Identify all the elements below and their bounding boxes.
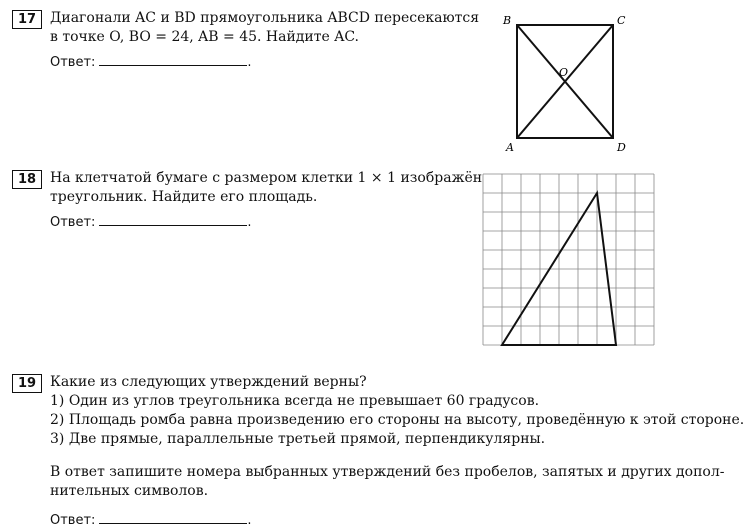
answer-blank[interactable] — [99, 213, 247, 226]
answer-label: Ответ: — [50, 513, 96, 528]
vertex-label-c: C — [617, 14, 626, 27]
answer-row: Ответ: . — [50, 215, 252, 230]
task-line: Какие из следующих утверждений верны? — [50, 374, 367, 390]
grid-lines — [483, 174, 654, 345]
answer-label: Ответ: — [50, 215, 96, 230]
vertex-label-a: A — [506, 141, 514, 154]
task-text — [50, 169, 482, 232]
task-text — [50, 9, 479, 72]
answer-label: Ответ: — [50, 55, 96, 70]
answer-row: Ответ: . — [50, 513, 252, 528]
grid-figure — [482, 173, 656, 363]
task-line: треугольник. Найдите его площадь. — [50, 189, 318, 205]
rectangle-figure — [498, 10, 638, 155]
task-number: 17 — [12, 10, 42, 29]
vertex-label-b: B — [503, 14, 512, 27]
task-line: 1) Один из углов треугольника всегда не превышает 60 градусов. — [50, 393, 540, 409]
task-number: 18 — [12, 170, 42, 189]
task-line: 3) Две прямые, параллельные третьей прямой, перпендикулярны. — [50, 431, 546, 447]
task-line: Диагонали AC и BD прямоугольника ABCD пересекаются — [50, 10, 480, 26]
answer-blank[interactable] — [99, 511, 247, 524]
vertex-label-d: D — [617, 141, 626, 154]
task-text — [50, 373, 744, 530]
task-line: в точке O, BO = 24, AB = 45. Найдите AC. — [50, 29, 360, 45]
answer-row: Ответ: . — [50, 55, 252, 70]
task-line: 2) Площадь ромба равна произведению его стороны на высоту, проведённую к этой стороне. — [50, 412, 744, 428]
task-number: 19 — [12, 374, 42, 393]
vertex-label-o: O — [559, 66, 569, 79]
instruction-line: нительных символов. — [50, 483, 209, 499]
answer-blank[interactable] — [99, 53, 247, 66]
task-line: На клетчатой бумаге с размером клетки 1 × 1 изображён — [50, 170, 483, 186]
instruction-line: В ответ запишите номера выбранных утверждений без пробелов, запятых и других допол- — [50, 464, 725, 480]
